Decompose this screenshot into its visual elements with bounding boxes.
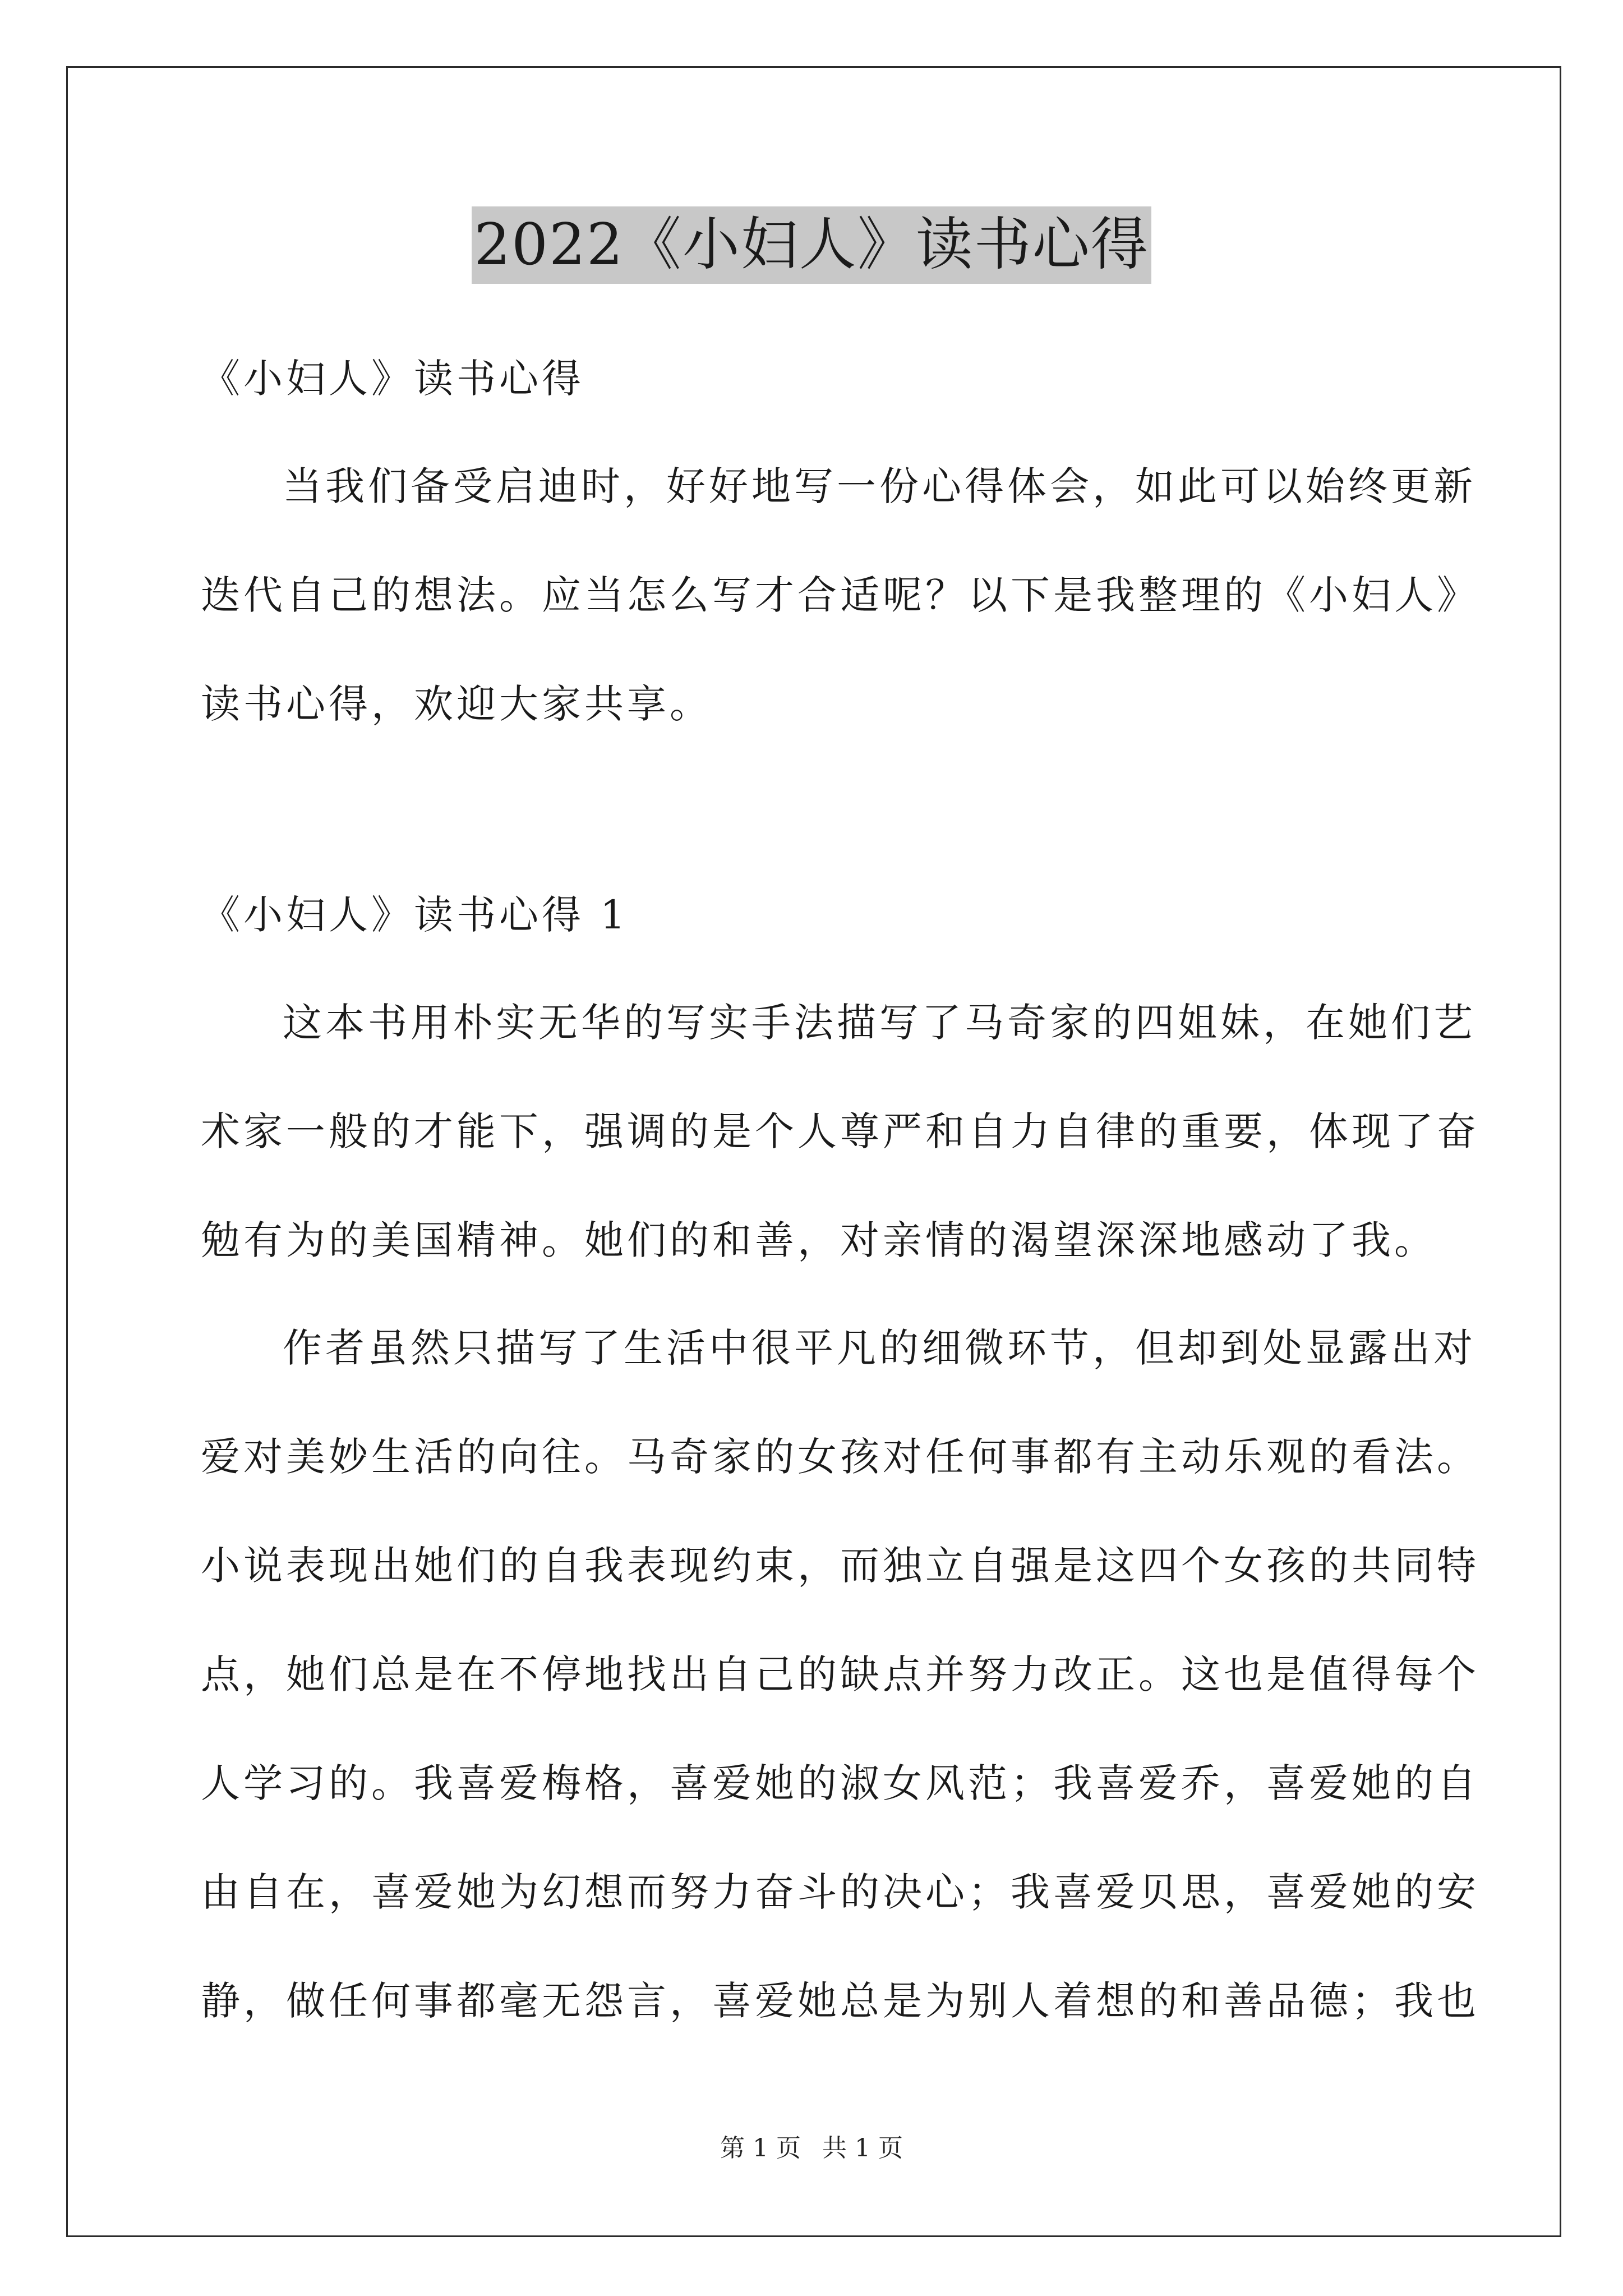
- subtitle: 《小妇人》读书心得: [201, 356, 584, 402]
- para2-line-3: 小说表现出她们的自我表现约束，而独立自强是这四个女孩的共同特: [201, 1543, 1479, 1589]
- para2-line-5: 人学习的。我喜爱梅格，喜爱她的淑女风范；我喜爱乔，喜爱她的自: [201, 1760, 1479, 1806]
- intro-line-3: 读书心得，欢迎大家共享。: [201, 681, 712, 727]
- intro-line-2: 迭代自己的想法。应当怎么写才合适呢？以下是我整理的《小妇人》: [201, 572, 1479, 618]
- para2-line-4: 点，她们总是在不停地找出自己的缺点并努力改正。这也是值得每个: [201, 1651, 1479, 1697]
- page-footer: [0, 2132, 1623, 2165]
- para2-line-6: 由自在，喜爱她为幻想而努力奋斗的决心；我喜爱贝思，喜爱她的安: [201, 1869, 1479, 1915]
- section-heading: 《小妇人》读书心得 1: [201, 892, 629, 938]
- para1-line-2: 术家一般的才能下，强调的是个人尊严和自力自律的重要，体现了奋: [201, 1108, 1479, 1154]
- para1-line-1: 这本书用朴实无华的写实手法描写了马奇家的四姐妹，在她们艺: [283, 1000, 1476, 1046]
- para2-line-1: 作者虽然只描写了生活中很平凡的细微环节，但却到处显露出对: [283, 1325, 1476, 1371]
- intro-line-1: 当我们备受启迪时，好好地写一份心得体会，如此可以始终更新: [283, 463, 1476, 509]
- title-container: [0, 206, 1623, 284]
- para2-line-2: 爱对美妙生活的向往。马奇家的女孩对任何事都有主动乐观的看法。: [201, 1434, 1479, 1480]
- document-title: 2022《小妇人》读书心得: [472, 206, 1151, 284]
- page-total: 共 1 页: [822, 2134, 903, 2162]
- page-number: 第 1 页: [720, 2134, 801, 2162]
- para1-line-3: 勉有为的美国精神。她们的和善，对亲情的渴望深深地感动了我。: [201, 1217, 1437, 1263]
- para2-line-7: 静，做任何事都毫无怨言，喜爱她总是为别人着想的和善品德；我也: [201, 1978, 1479, 2024]
